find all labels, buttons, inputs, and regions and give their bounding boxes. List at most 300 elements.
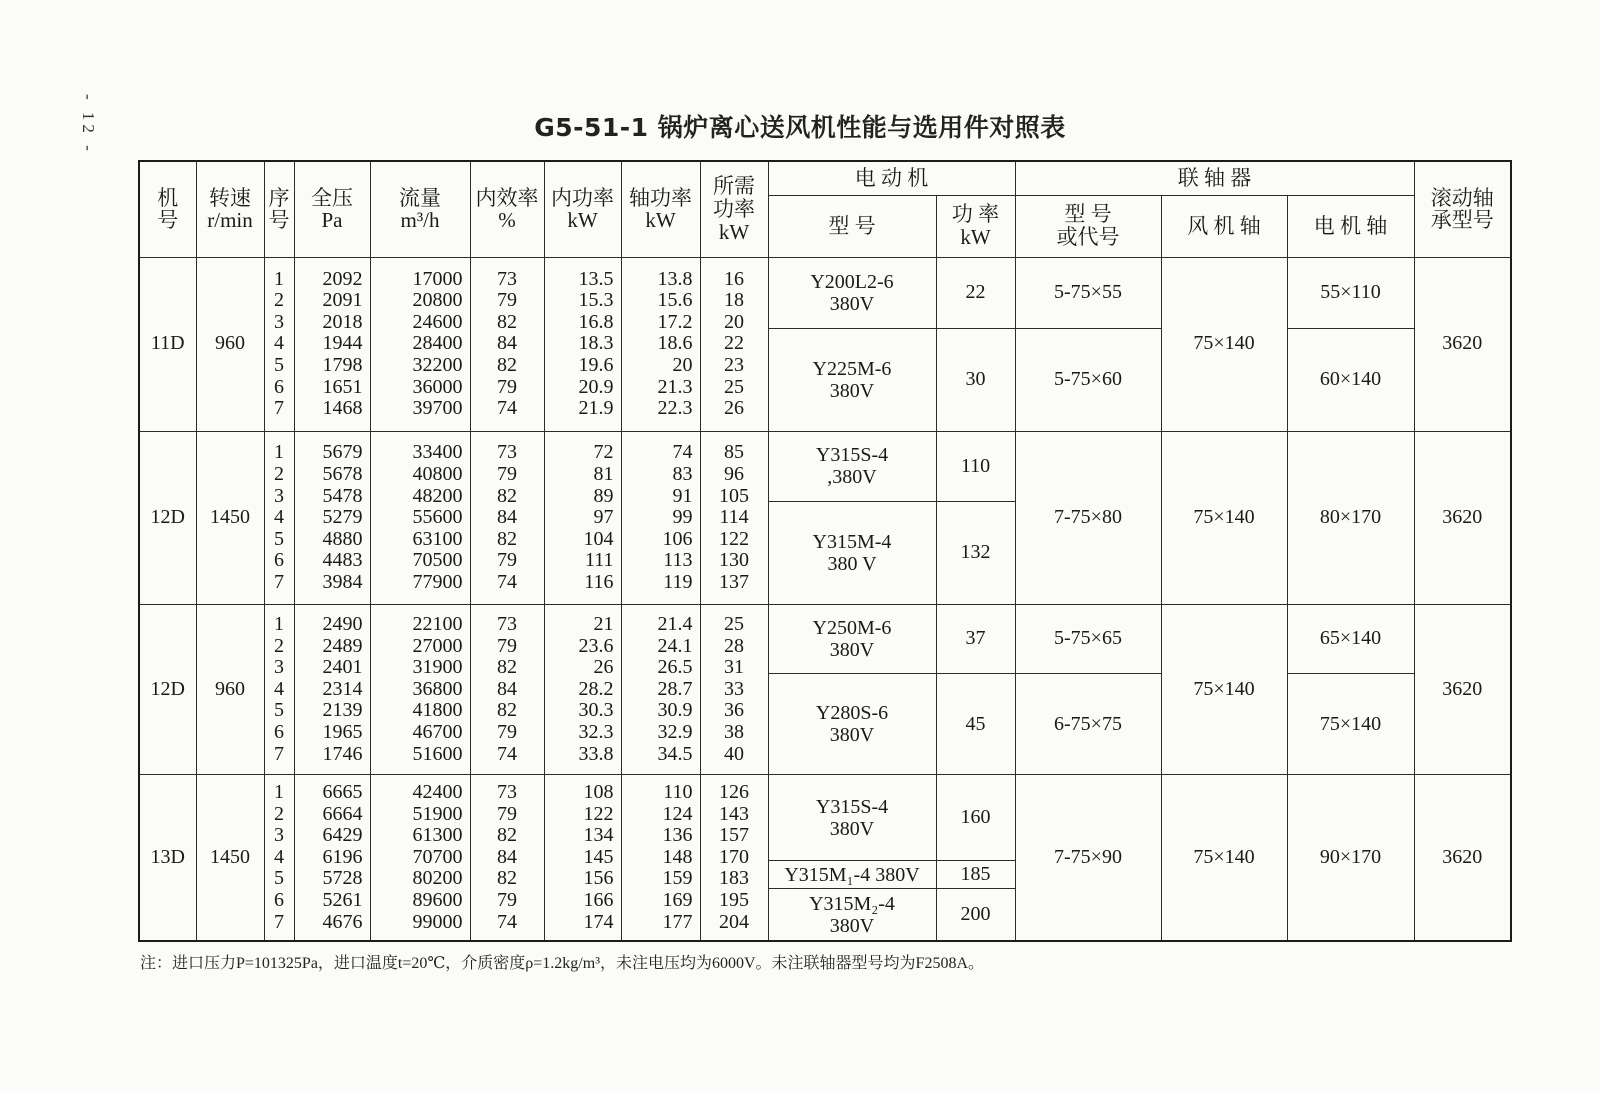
pressure-list-value: 5261 — [322, 889, 363, 912]
flow-list-value: 33400 — [412, 441, 463, 464]
bearing-cell: 3620 — [1414, 257, 1511, 431]
internal-efficiency-list-value: 82 — [497, 353, 517, 376]
flow-list-value: 77900 — [412, 570, 463, 593]
flow-list-value: 42400 — [412, 781, 463, 804]
motor-model-line: 380V — [829, 817, 875, 840]
seq-list-value: 1 — [274, 781, 284, 804]
table-row — [139, 775, 1511, 861]
flow-list-value: 20800 — [412, 289, 463, 312]
speed-cell: 1450 — [196, 431, 264, 604]
seq-list — [264, 257, 294, 431]
required-power-list-value: 28 — [724, 634, 744, 657]
internal-power-list-value: 116 — [584, 570, 614, 593]
coupling-model-cell: 7-75×90 — [1015, 775, 1161, 941]
required-power-list-value: 85 — [724, 441, 744, 464]
pressure-list — [294, 605, 370, 775]
shaft-power-list-value: 110 — [663, 781, 693, 804]
seq-list-value: 4 — [274, 332, 284, 355]
pressure-list — [294, 257, 370, 431]
seq-list-value: 3 — [274, 484, 284, 507]
pressure-list-value: 2092 — [322, 267, 363, 290]
flow-list-value: 27000 — [412, 634, 463, 657]
internal-power-list-value: 23.6 — [578, 634, 614, 657]
motor-model-line: Y315S-4 — [815, 444, 889, 467]
pressure-list-value: 5728 — [322, 867, 363, 890]
header-fan-shaft: 风 机 轴 — [1161, 195, 1287, 257]
motor-model-line: 380V — [829, 724, 875, 747]
required-power-list-value: 157 — [719, 824, 749, 847]
pressure-list-value: 6429 — [322, 824, 363, 847]
internal-power-list-value: 30.3 — [578, 699, 614, 722]
shaft-power-list-value: 119 — [663, 570, 693, 593]
internal-power-list-value: 19.6 — [578, 353, 614, 376]
pressure-list-value: 2490 — [322, 613, 363, 636]
internal-power-list-value: 15.3 — [578, 289, 614, 312]
internal-efficiency-list-value: 79 — [497, 634, 517, 657]
coupling-model-cell: 5-75×65 — [1015, 605, 1161, 674]
header-motor-model: 型 号 — [768, 195, 936, 257]
seq-list-value: 7 — [274, 397, 284, 420]
model-cell: 11D — [139, 257, 196, 431]
flow-list-value: 55600 — [412, 506, 463, 529]
motor-model-cell — [768, 860, 936, 889]
pressure-list-value: 1468 — [322, 397, 363, 420]
internal-efficiency-list — [470, 775, 544, 941]
speed-cell: 1450 — [196, 775, 264, 941]
motor-model-line: 380 V — [827, 553, 877, 576]
pressure-list-value: 4676 — [322, 910, 363, 933]
flow-list-value: 46700 — [412, 721, 463, 744]
seq-list-value: 5 — [274, 867, 284, 890]
bearing-cell: 3620 — [1414, 775, 1511, 941]
flow-list-value: 99000 — [412, 910, 463, 933]
pressure-list-value: 4880 — [322, 527, 363, 550]
flow-list-value: 89600 — [412, 889, 463, 912]
internal-efficiency-list-value: 73 — [497, 267, 517, 290]
required-power-list-value: 33 — [724, 677, 744, 700]
motor-power-cell: 160 — [936, 775, 1015, 861]
pressure-list-value: 2091 — [322, 289, 363, 312]
motor-shaft-cell: 75×140 — [1287, 674, 1414, 775]
shaft-power-list-value: 22.3 — [657, 397, 693, 420]
shaft-power-list-value: 177 — [662, 910, 693, 933]
pressure-list-value: 3984 — [322, 570, 363, 593]
required-power-list — [700, 257, 768, 431]
header-bearing: 滚动轴 承型号 — [1414, 161, 1511, 257]
internal-efficiency-list-value: 79 — [497, 289, 517, 312]
header-flow: 流量 m³/h — [370, 161, 470, 257]
flow-list — [370, 775, 470, 941]
flow-list — [370, 431, 470, 604]
motor-shaft-cell: 55×110 — [1287, 257, 1414, 328]
shaft-power-list-value: 113 — [663, 549, 693, 572]
required-power-list-value: 40 — [724, 742, 744, 765]
internal-efficiency-list-value: 73 — [497, 613, 517, 636]
pressure-list — [294, 775, 370, 941]
flow-list-value: 51900 — [412, 802, 463, 825]
shaft-power-list-value: 74 — [672, 441, 693, 464]
shaft-power-list-value: 15.6 — [657, 289, 693, 312]
motor-model-cell — [768, 328, 936, 431]
required-power-list-value: 31 — [724, 656, 744, 679]
motor-model-line: 380V — [829, 639, 875, 662]
seq-list-value: 2 — [274, 802, 284, 825]
flow-list-value: 63100 — [412, 527, 463, 550]
seq-list-value: 4 — [274, 845, 284, 868]
flow-list-value: 24600 — [412, 310, 463, 333]
pressure-list-value: 1965 — [322, 721, 363, 744]
coupling-model-cell: 7-75×80 — [1015, 431, 1161, 604]
required-power-list — [700, 605, 768, 775]
header-internal-efficiency: 内效率 % — [470, 161, 544, 257]
internal-efficiency-list-value: 79 — [497, 462, 517, 485]
motor-power-cell: 37 — [936, 605, 1015, 674]
internal-efficiency-list-value: 73 — [497, 441, 517, 464]
required-power-list-value: 195 — [719, 889, 749, 912]
pressure-list-value: 2139 — [322, 699, 363, 722]
shaft-power-list — [621, 775, 700, 941]
seq-list-value: 6 — [274, 549, 284, 572]
internal-power-list — [544, 431, 621, 604]
motor-power-cell: 110 — [936, 431, 1015, 501]
header-motor-group: 电 动 机 — [768, 161, 1015, 195]
shaft-power-list-value: 24.1 — [657, 634, 693, 657]
motor-model-cell — [768, 257, 936, 328]
seq-list-value: 1 — [274, 267, 284, 290]
internal-efficiency-list — [470, 431, 544, 604]
shaft-power-list-value: 124 — [662, 802, 693, 825]
seq-list — [264, 431, 294, 604]
shaft-power-list-value: 26.5 — [657, 656, 693, 679]
shaft-power-list-value: 136 — [662, 824, 693, 847]
shaft-power-list-value: 32.9 — [657, 721, 693, 744]
internal-efficiency-list-value: 74 — [497, 570, 517, 593]
header-shaft-power: 轴功率 kW — [621, 161, 700, 257]
motor-model-line: Y315S-4 — [815, 795, 889, 818]
shaft-power-list — [621, 605, 700, 775]
seq-list — [264, 775, 294, 941]
shaft-power-list — [621, 257, 700, 431]
seq-list-value: 6 — [274, 721, 284, 744]
required-power-list — [700, 431, 768, 604]
flow-list-value: 40800 — [412, 462, 463, 485]
performance-table — [138, 160, 1512, 942]
header-required-power: 所需 功率 kW — [700, 161, 768, 257]
coupling-model-cell: 5-75×60 — [1015, 328, 1161, 431]
required-power-list-value: 105 — [719, 484, 749, 507]
internal-efficiency-list-value: 84 — [497, 677, 517, 700]
shaft-power-list-value: 83 — [672, 462, 693, 485]
motor-model-cell — [768, 431, 936, 501]
required-power-list-value: 16 — [724, 267, 744, 290]
internal-efficiency-list-value: 79 — [497, 889, 517, 912]
internal-efficiency-list-value: 82 — [497, 656, 517, 679]
shaft-power-list-value: 17.2 — [657, 310, 693, 333]
required-power-list-value: 38 — [724, 721, 744, 744]
required-power-list-value: 22 — [724, 332, 744, 355]
internal-power-list-value: 81 — [593, 462, 614, 485]
flow-list-value: 32200 — [412, 353, 463, 376]
model-cell: 13D — [139, 775, 196, 941]
shaft-power-list-value: 18.6 — [657, 332, 693, 355]
pressure-list-value: 5679 — [322, 441, 363, 464]
shaft-power-list — [621, 431, 700, 604]
internal-power-list-value: 97 — [593, 506, 614, 529]
internal-power-list-value: 20.9 — [578, 375, 614, 398]
shaft-power-list-value: 169 — [662, 889, 693, 912]
internal-power-list-value: 28.2 — [578, 677, 614, 700]
required-power-list-value: 114 — [719, 506, 749, 529]
internal-power-list-value: 21.9 — [578, 397, 614, 420]
required-power-list-value: 23 — [724, 353, 744, 376]
motor-model-line: ,380V — [827, 466, 877, 489]
shaft-power-list-value: 30.9 — [657, 699, 693, 722]
pressure-list-value: 1746 — [322, 742, 363, 765]
required-power-list-value: 122 — [719, 527, 749, 550]
seq-list-value: 1 — [274, 441, 284, 464]
pressure-list-value: 5478 — [322, 484, 363, 507]
internal-power-list — [544, 775, 621, 941]
pressure-list-value: 2401 — [322, 656, 363, 679]
seq-list-value: 5 — [274, 353, 284, 376]
motor-model-line: Y280S-6 — [815, 702, 889, 725]
motor-shaft-cell: 80×170 — [1287, 431, 1414, 604]
motor-power-cell: 22 — [936, 257, 1015, 328]
flow-list-value: 31900 — [412, 656, 463, 679]
required-power-list-value: 25 — [724, 375, 744, 398]
internal-efficiency-list-value: 74 — [497, 742, 517, 765]
seq-list-value: 4 — [274, 506, 284, 529]
motor-model-line: Y200L2-6 — [810, 270, 894, 293]
flow-list-value: 22100 — [412, 613, 463, 636]
internal-power-list-value: 111 — [584, 549, 614, 572]
motor-power-cell: 132 — [936, 502, 1015, 605]
required-power-list-value: 204 — [719, 910, 749, 933]
pressure-list-value: 1651 — [322, 375, 363, 398]
shaft-power-list-value: 99 — [672, 506, 693, 529]
table-row — [139, 257, 1511, 328]
internal-power-list-value: 145 — [583, 845, 614, 868]
required-power-list-value: 137 — [719, 570, 749, 593]
internal-power-list-value: 21 — [593, 613, 614, 636]
internal-power-list-value: 72 — [593, 441, 614, 464]
seq-list-value: 3 — [274, 656, 284, 679]
shaft-power-list-value: 91 — [672, 484, 693, 507]
internal-power-list-value: 104 — [583, 527, 614, 550]
required-power-list-value: 18 — [724, 289, 744, 312]
internal-power-list-value: 16.8 — [578, 310, 614, 333]
pressure-list — [294, 431, 370, 604]
required-power-list — [700, 775, 768, 941]
internal-power-list-value: 33.8 — [578, 742, 614, 765]
page-title: G5-51-1 锅炉离心送风机性能与选用件对照表 — [534, 113, 1066, 142]
internal-power-list — [544, 605, 621, 775]
seq-list-value: 5 — [274, 699, 284, 722]
motor-model-line: Y225M-6 — [812, 357, 892, 380]
required-power-list-value: 25 — [724, 613, 744, 636]
pressure-list-value: 6664 — [322, 802, 363, 825]
flow-list-value: 70500 — [412, 549, 463, 572]
seq-list-value: 6 — [274, 889, 284, 912]
pressure-list-value: 2314 — [322, 677, 363, 700]
fan-shaft-cell: 75×140 — [1161, 605, 1287, 775]
internal-power-list-value: 89 — [593, 484, 614, 507]
pressure-list-value: 1944 — [322, 332, 363, 355]
internal-power-list-value: 166 — [583, 889, 614, 912]
shaft-power-list-value: 20 — [672, 353, 693, 376]
internal-efficiency-list-value: 79 — [497, 721, 517, 744]
pressure-list-value: 6196 — [322, 845, 363, 868]
internal-efficiency-list-value: 74 — [497, 910, 517, 933]
internal-power-list — [544, 257, 621, 431]
flow-list — [370, 605, 470, 775]
internal-efficiency-list-value: 79 — [497, 549, 517, 572]
internal-efficiency-list-value: 84 — [497, 506, 517, 529]
internal-efficiency-list-value: 73 — [497, 781, 517, 804]
seq-list-value: 2 — [274, 462, 284, 485]
model-cell: 12D — [139, 431, 196, 604]
flow-list-value: 48200 — [412, 484, 463, 507]
internal-efficiency-list-value: 84 — [497, 845, 517, 868]
internal-efficiency-list-value: 82 — [497, 867, 517, 890]
motor-shaft-cell: 65×140 — [1287, 605, 1414, 674]
internal-efficiency-list-value: 82 — [497, 484, 517, 507]
seq-list-value: 2 — [274, 289, 284, 312]
header-motor-power: 功 率 kW — [936, 195, 1015, 257]
flow-list-value: 51600 — [412, 742, 463, 765]
fan-shaft-cell: 75×140 — [1161, 257, 1287, 431]
motor-shaft-cell: 60×140 — [1287, 328, 1414, 431]
header-coupling-model: 型 号 或代号 — [1015, 195, 1161, 257]
seq-list-value: 2 — [274, 634, 284, 657]
flow-list-value: 36800 — [412, 677, 463, 700]
pressure-list-value: 5678 — [322, 462, 363, 485]
motor-model-line: Y250M-6 — [812, 617, 892, 640]
shaft-power-list-value: 148 — [662, 845, 693, 868]
fan-shaft-cell: 75×140 — [1161, 775, 1287, 941]
internal-efficiency-list — [470, 257, 544, 431]
seq-list — [264, 605, 294, 775]
internal-efficiency-list-value: 79 — [497, 375, 517, 398]
shaft-power-list-value: 159 — [662, 867, 693, 890]
internal-efficiency-list-value: 74 — [497, 397, 517, 420]
table-row — [139, 431, 1511, 501]
required-power-list-value: 143 — [719, 802, 749, 825]
internal-power-list-value: 18.3 — [578, 332, 614, 355]
shaft-power-list-value: 21.4 — [657, 613, 693, 636]
flow-list-value: 61300 — [412, 824, 463, 847]
flow-list-value: 70700 — [412, 845, 463, 868]
internal-power-list-value: 13.5 — [578, 267, 614, 290]
header-seq: 序 号 — [264, 161, 294, 257]
motor-model-line: Y315M₂-4 — [809, 892, 895, 915]
header-internal-power: 内功率 kW — [544, 161, 621, 257]
internal-power-list-value: 174 — [583, 910, 614, 933]
required-power-list-value: 26 — [724, 397, 744, 420]
required-power-list-value: 183 — [719, 867, 749, 890]
header-speed: 转速 r/min — [196, 161, 264, 257]
shaft-power-list-value: 34.5 — [657, 742, 693, 765]
motor-model-line: 380V — [829, 914, 875, 937]
model-cell: 12D — [139, 605, 196, 775]
header-model: 机 号 — [139, 161, 196, 257]
motor-model-line: Y315M-4 — [812, 531, 892, 554]
header-coupling-group: 联 轴 器 — [1015, 161, 1414, 195]
speed-cell: 960 — [196, 257, 264, 431]
motor-power-cell: 185 — [936, 860, 1015, 889]
required-power-list-value: 126 — [719, 781, 749, 804]
flow-list-value: 41800 — [412, 699, 463, 722]
flow-list — [370, 257, 470, 431]
internal-efficiency-list-value: 82 — [497, 527, 517, 550]
pressure-list-value: 2018 — [322, 310, 363, 333]
seq-list-value: 3 — [274, 310, 284, 333]
header-pressure: 全压 Pa — [294, 161, 370, 257]
required-power-list-value: 170 — [719, 845, 749, 868]
bearing-cell: 3620 — [1414, 431, 1511, 604]
motor-model-cell — [768, 502, 936, 605]
seq-list-value: 7 — [274, 742, 284, 765]
coupling-model-cell: 5-75×55 — [1015, 257, 1161, 328]
flow-list-value: 36000 — [412, 375, 463, 398]
required-power-list-value: 20 — [724, 310, 744, 333]
seq-list-value: 4 — [274, 677, 284, 700]
required-power-list-value: 96 — [724, 462, 744, 485]
internal-power-list-value: 156 — [583, 867, 614, 890]
motor-model-line: 380V — [829, 379, 875, 402]
motor-power-cell: 45 — [936, 674, 1015, 775]
required-power-list-value: 36 — [724, 699, 744, 722]
speed-cell: 960 — [196, 605, 264, 775]
pressure-list-value: 1798 — [322, 353, 363, 376]
pressure-list-value: 4483 — [322, 549, 363, 572]
internal-efficiency-list-value: 82 — [497, 699, 517, 722]
motor-model-line: 380V — [829, 292, 875, 315]
shaft-power-list-value: 28.7 — [657, 677, 693, 700]
internal-efficiency-list-value: 82 — [497, 310, 517, 333]
motor-model-line: Y315M₁-4 380V — [784, 863, 920, 886]
page-number: - 12 - — [79, 94, 98, 155]
motor-shaft-cell: 90×170 — [1287, 775, 1414, 941]
internal-power-list-value: 108 — [583, 781, 614, 804]
shaft-power-list-value: 21.3 — [657, 375, 693, 398]
motor-power-cell: 30 — [936, 328, 1015, 431]
shaft-power-list-value: 13.8 — [657, 267, 693, 290]
seq-list-value: 3 — [274, 824, 284, 847]
required-power-list-value: 130 — [719, 549, 749, 572]
internal-efficiency-list-value: 79 — [497, 802, 517, 825]
motor-model-cell — [768, 674, 936, 775]
internal-efficiency-list-value: 84 — [497, 332, 517, 355]
internal-power-list-value: 122 — [583, 802, 614, 825]
flow-list-value: 80200 — [412, 867, 463, 890]
internal-efficiency-list-value: 82 — [497, 824, 517, 847]
flow-list-value: 28400 — [412, 332, 463, 355]
internal-power-list-value: 26 — [593, 656, 614, 679]
seq-list-value: 1 — [274, 613, 284, 636]
flow-list-value: 17000 — [412, 267, 463, 290]
motor-power-cell: 200 — [936, 889, 1015, 941]
coupling-model-cell: 6-75×75 — [1015, 674, 1161, 775]
header-motor-shaft: 电 机 轴 — [1287, 195, 1414, 257]
fan-shaft-cell: 75×140 — [1161, 431, 1287, 604]
internal-efficiency-list — [470, 605, 544, 775]
shaft-power-list-value: 106 — [662, 527, 693, 550]
bearing-cell: 3620 — [1414, 605, 1511, 775]
motor-model-cell — [768, 605, 936, 674]
pressure-list-value: 6665 — [322, 781, 363, 804]
seq-list-value: 7 — [274, 910, 284, 933]
